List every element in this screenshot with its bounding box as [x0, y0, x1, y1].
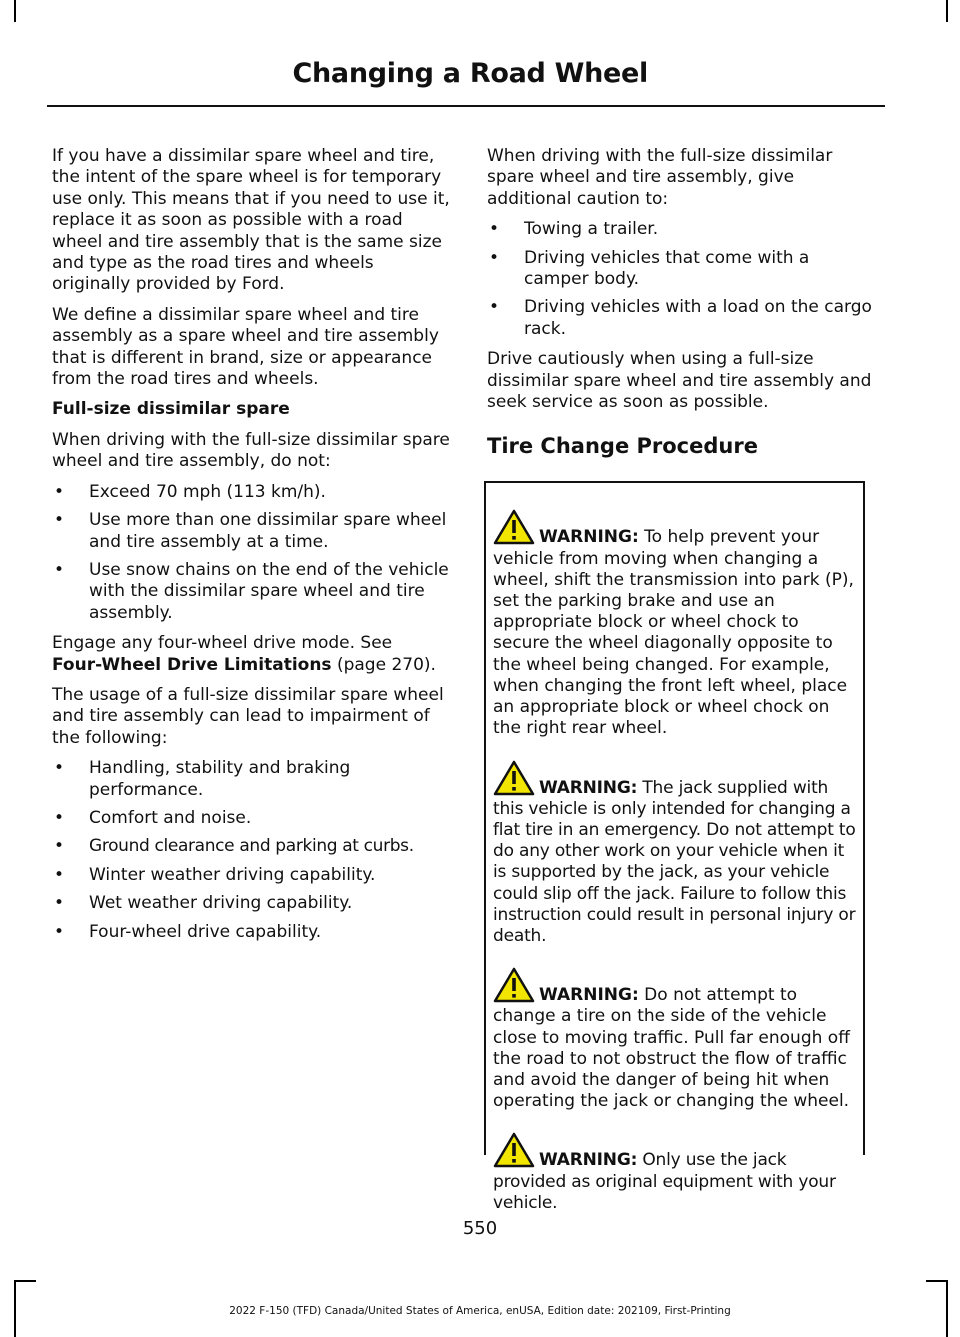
- paragraph-engage-4wd: Engage any four-wheel drive mode. See Four-Wheel Drive Limitations (page 270).: [52, 633, 436, 675]
- bullet: •: [54, 559, 65, 580]
- right-column: [487, 146, 873, 1213]
- header-divider: [47, 105, 885, 107]
- paragraph-impairment-intro: The usage of a full-size dissimilar spare wheel and tire assembly can lead to impairment of the following:: [52, 684, 444, 748]
- bullet: •: [54, 921, 65, 942]
- page-number: 550: [462, 1218, 498, 1239]
- cross-reference-link[interactable]: Four-Wheel Drive Limitations: [52, 654, 332, 675]
- bullet: •: [54, 864, 65, 885]
- bullet: •: [489, 247, 500, 268]
- list-item: • Ground clearance and parking at curbs.: [54, 836, 414, 857]
- do-not-list: [52, 482, 456, 624]
- caution-list: [487, 219, 873, 340]
- paragraph-definition: We define a dissimilar spare wheel and tire assembly as a spare wheel and tire assembly that is different in brand, size or appearance from the road tires and wheels.: [52, 304, 439, 390]
- paragraph-temporary-use: If you have a dissimilar spare wheel and tire, the intent of the spare wheel is for temporary use only. This means that if you need to use it, replace it as soon as possible with a road wheel and tire assembly that is the same size and type as the road tires and wheels originally provided by Ford.: [52, 146, 450, 295]
- bullet: •: [489, 297, 500, 318]
- list-item: • Exceed 70 mph (113 km/h).: [54, 481, 326, 502]
- paragraph-drive-cautiously: Drive cautiously when using a full-size dissimilar spare wheel and tire assembly and seek service as soon as possible.: [487, 349, 872, 413]
- warning-item: WARNING: The jack supplied with this vehicle is only intended for changing a flat tire in an emergency. Do not attempt to do any other work on your vehicle when it is supported by the jack, as your vehicle could slip off the jack. Failure to follow this instruction could result in personal injury or death.: [493, 760, 859, 948]
- footer-edition-info: 2022 F-150 (TFD) Canada/United States of America, enUSA, Edition date: 202109, First-Printing: [229, 1305, 731, 1317]
- bullet: •: [54, 758, 65, 779]
- warning-item: WARNING: Do not attempt to change a tire on the side of the vehicle close to moving traffic. Pull far enough off the road to not obstruct the flow of traffic and avoid the danger of being hit when operating the jack or changing the wheel.: [493, 967, 859, 1112]
- bullet: •: [54, 893, 65, 914]
- warning-box: [484, 481, 865, 1213]
- list-item: • Driving vehicles that come with a camper body.: [489, 247, 810, 290]
- crop-mark: [946, 0, 948, 22]
- impairment-list: [52, 758, 456, 943]
- warning-triangle-icon: [493, 967, 535, 1003]
- list-item: • Towing a trailer.: [489, 219, 659, 240]
- list-item: • Use snow chains on the end of the vehicle with the dissimilar spare wheel and tire assembly.: [54, 559, 449, 623]
- section-title: Tire Change Procedure: [487, 434, 758, 459]
- bullet: •: [54, 510, 65, 531]
- crop-mark: [14, 1280, 36, 1282]
- list-item: • Wet weather driving capability.: [54, 893, 353, 914]
- page-title: Changing a Road Wheel: [292, 58, 648, 89]
- paragraph-caution-intro: When driving with the full-size dissimilar spare wheel and tire assembly, give additional caution to:: [487, 146, 833, 209]
- bullet: •: [489, 219, 500, 240]
- left-column: [52, 146, 456, 952]
- warning-item: WARNING: Only use the jack provided as original equipment with your vehicle.: [493, 1132, 859, 1214]
- bullet: •: [54, 836, 65, 857]
- warning-item: WARNING: To help prevent your vehicle from moving when changing a wheel, shift the transmission into park (P), set the parking brake and use an appropriate block or wheel chock to secure the wheel diagonally opposite to the wheel being changed. For example, when changing the front left wheel, place an appropriate block or wheel chock on the right rear wheel.: [493, 509, 859, 739]
- warning-triangle-icon: [493, 1132, 535, 1168]
- list-item: • Use more than one dissimilar spare wheel and tire assembly at a time.: [54, 510, 447, 552]
- bullet: •: [54, 807, 65, 828]
- list-item: • Driving vehicles with a load on the cargo rack.: [489, 297, 872, 339]
- subheading-full-size-spare: Full-size dissimilar spare: [52, 399, 290, 420]
- paragraph-do-not-intro: When driving with the full-size dissimilar spare wheel and tire assembly, do not:: [52, 429, 450, 472]
- crop-mark: [14, 0, 16, 22]
- list-item: • Four-wheel drive capability.: [54, 921, 322, 942]
- warning-triangle-icon: [493, 509, 535, 545]
- list-item: • Handling, stability and braking performance.: [54, 758, 351, 800]
- crop-mark: [926, 1280, 948, 1282]
- list-item: • Winter weather driving capability.: [54, 864, 376, 885]
- warning-triangle-icon: [493, 760, 535, 796]
- list-item: • Comfort and noise.: [54, 807, 252, 828]
- bullet: •: [54, 481, 65, 502]
